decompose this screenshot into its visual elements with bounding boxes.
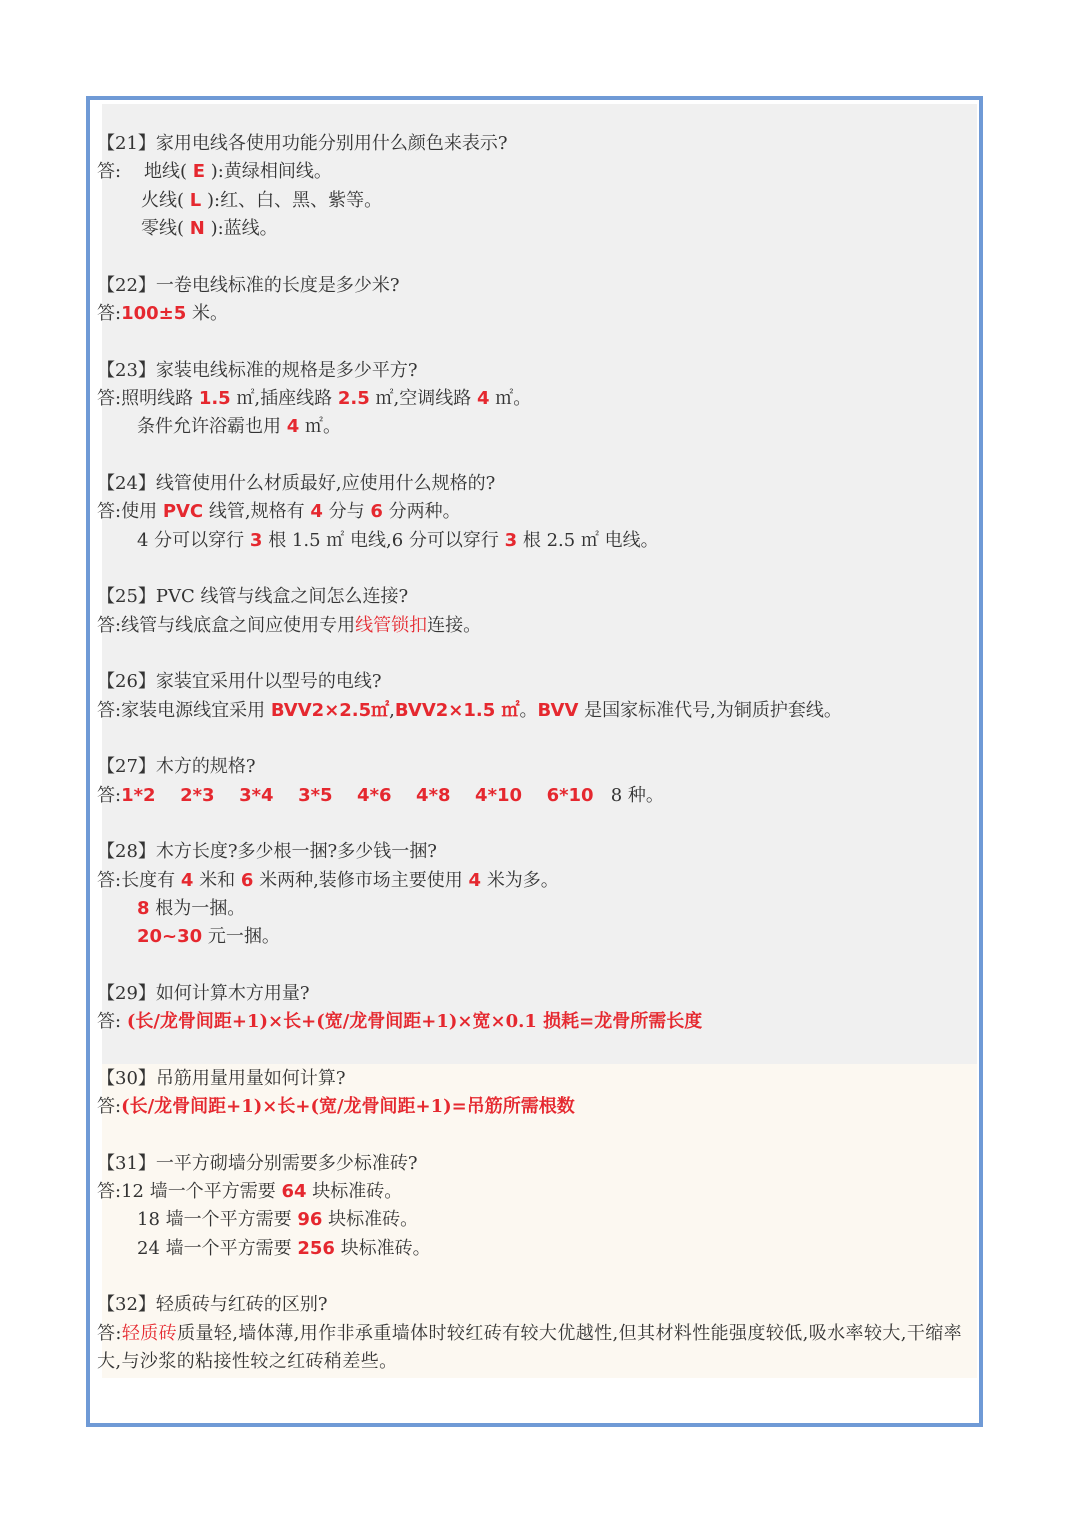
question-29: 【29】如何计算木方用量? xyxy=(97,983,310,1004)
question-28: 【28】木方长度?多少根一捆?多少钱一捆? xyxy=(97,841,437,862)
answer-26: 答:家装电源线宜采用 BVV2×2.5㎡,BVV2×1.5 ㎡。BVV 是国家标准代号,为铜质护套线。 xyxy=(97,700,842,721)
answer-22: 答:100±5 米。 xyxy=(97,303,228,324)
answer-31-line-2: 18 墙一个平方需要 96 块标准砖。 xyxy=(137,1209,419,1230)
question-22: 【22】一卷电线标准的长度是多少米? xyxy=(97,275,400,296)
answer-25: 答:线管与线底盒之间应使用专用线管锁扣连接。 xyxy=(97,615,482,636)
answer-21-line-1: 答: 地线( E ):黄绿相间线。 xyxy=(97,161,332,182)
question-32: 【32】轻质砖与红砖的区别? xyxy=(97,1294,328,1315)
answer-24-line-2: 4 分可以穿行 3 根 1.5 ㎡ 电线,6 分可以穿行 3 根 2.5 ㎡ 电线。 xyxy=(137,530,659,551)
answer-32: 答:轻质砖质量轻,墙体薄,用作非承重墙体时较红砖有较大优越性,但其材料性能强度较低,吸水率较大,干缩率大,与沙浆的粘接性较之红砖稍差些。 xyxy=(97,1323,963,1372)
question-31: 【31】一平方砌墙分别需要多少标准砖? xyxy=(97,1153,418,1174)
question-25: 【25】PVC 线管与线盒之间怎么连接? xyxy=(97,586,409,607)
question-26: 【26】家装宜采用什以型号的电线? xyxy=(97,671,382,692)
answer-28-line-3: 20~30 元一捆。 xyxy=(137,926,280,947)
answer-27: 答:1*2 2*3 3*4 3*5 4*6 4*8 4*10 6*10 8 种。 xyxy=(97,785,664,806)
answer-24-line-1: 答:使用 PVC 线管,规格有 4 分与 6 分两种。 xyxy=(97,501,461,522)
question-21: 【21】家用电线各使用功能分别用什么颜色来表示? xyxy=(97,133,508,154)
answer-31-line-1: 答:12 墙一个平方需要 64 块标准砖。 xyxy=(97,1181,403,1202)
answer-31-line-3: 24 墙一个平方需要 256 块标准砖。 xyxy=(137,1238,431,1259)
question-24: 【24】线管使用什么材质最好,应使用什么规格的? xyxy=(97,473,496,494)
answer-21-line-3: 零线( N ):蓝线。 xyxy=(141,218,278,239)
question-23: 【23】家装电线标准的规格是多少平方? xyxy=(97,360,418,381)
answer-28-line-2: 8 根为一捆。 xyxy=(137,898,246,919)
answer-23-line-1: 答:照明线路 1.5 ㎡,插座线路 2.5 ㎡,空调线路 4 ㎡。 xyxy=(97,388,532,409)
question-27: 【27】木方的规格? xyxy=(97,756,256,777)
answer-28-line-1: 答:长度有 4 米和 6 米两种,装修市场主要使用 4 米为多。 xyxy=(97,870,559,891)
question-30: 【30】吊筋用量用量如何计算? xyxy=(97,1068,346,1089)
answer-30: 答:(长/龙骨间距+1)×长+(宽/龙骨间距+1)=吊筋所需根数 xyxy=(97,1096,575,1117)
answer-23-line-2: 条件允许浴霸也用 4 ㎡。 xyxy=(137,416,341,437)
answer-29: 答: (长/龙骨间距+1)×长+(宽/龙骨间距+1)×宽×0.1 损耗=龙骨所需长度 xyxy=(97,1011,703,1032)
answer-21-line-2: 火线( L ):红、白、黑、紫等。 xyxy=(141,190,383,211)
